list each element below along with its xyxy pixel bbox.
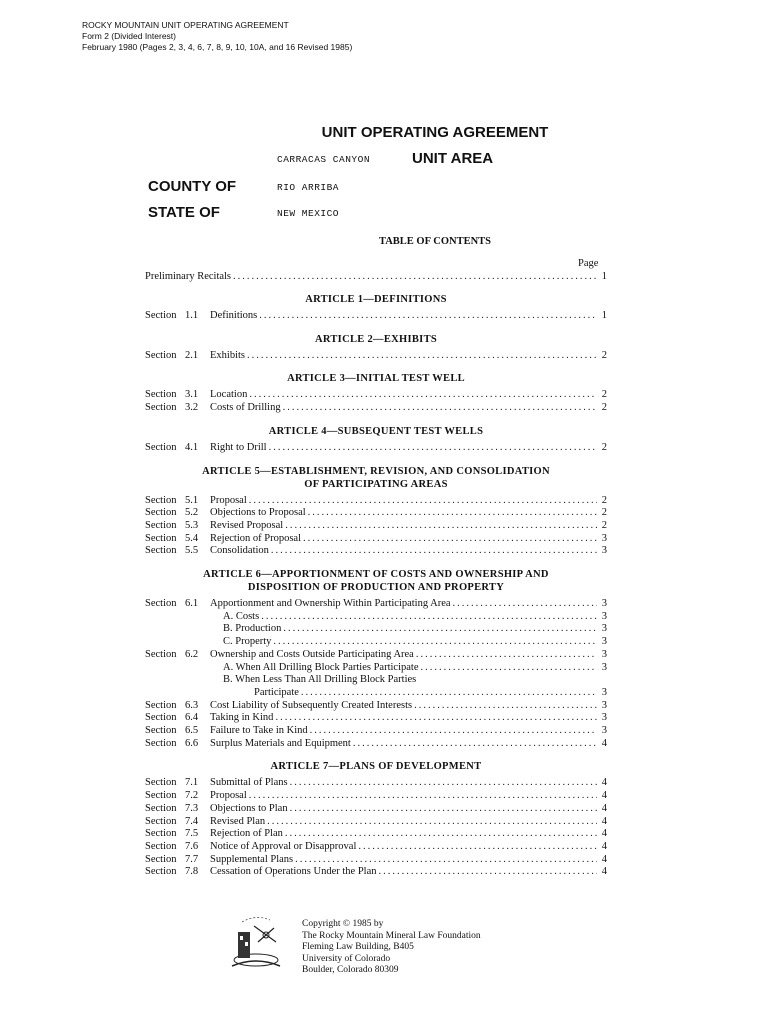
toc-entry-page: 4 <box>601 802 607 814</box>
toc-entry-page: 3 <box>601 610 607 622</box>
toc-entry-section: Section <box>145 349 177 361</box>
toc-entry-number: 4.1 <box>185 441 199 453</box>
toc-leader-dots <box>259 309 597 322</box>
toc-entry-title: Preliminary Recitals <box>145 271 232 282</box>
toc-entry-title: Taking in Kind <box>210 712 274 724</box>
toc-leader-dots <box>308 506 597 519</box>
toc-entry <box>145 661 607 674</box>
toc-entry-number: 6.4 <box>185 712 199 724</box>
copyright-line: The Rocky Mountain Mineral Law Foundation <box>302 930 481 941</box>
toc-entry-section: Section <box>145 310 177 321</box>
toc-entry-number: 6.5 <box>185 725 199 736</box>
unit-area-label: UNIT AREA <box>412 150 494 167</box>
toc-entry-number: 7.6 <box>185 840 199 852</box>
toc-entry-section: Section <box>145 545 177 557</box>
toc-entry-page: 4 <box>601 790 607 802</box>
toc-leader-dots <box>273 635 597 648</box>
toc-entry-page: 2 <box>601 519 607 531</box>
toc-entry <box>145 532 607 545</box>
toc-entry <box>145 506 607 519</box>
toc-article-heading: ARTICLE 1—DEFINITIONS <box>305 294 447 305</box>
toc-entry-number: 7.8 <box>185 866 199 878</box>
toc-leader-dots <box>310 724 597 737</box>
toc-entry-section: Section <box>145 853 177 865</box>
toc-entry-number: 5.2 <box>185 507 199 519</box>
toc-entry-page: 1 <box>601 271 607 282</box>
toc-leader-dots <box>275 711 597 724</box>
toc-entry-page: 3 <box>601 712 607 724</box>
toc-entry-number: 6.3 <box>185 699 199 711</box>
toc-entry-page: 4 <box>601 840 607 852</box>
toc-entry-page: 3 <box>601 686 607 698</box>
toc-leader-dots <box>353 737 597 750</box>
toc-entry-number: 5.4 <box>185 532 199 544</box>
toc-entry-page: 2 <box>601 349 607 361</box>
toc-entry <box>145 309 607 322</box>
toc-entry <box>145 388 607 401</box>
toc-entry-section: Section <box>145 507 177 519</box>
toc-entry-page: 1 <box>601 310 607 321</box>
toc-leader-dots <box>283 401 597 414</box>
toc-entry <box>145 737 607 750</box>
toc-entry-page: 3 <box>601 532 607 544</box>
toc-entry <box>145 349 607 362</box>
toc-entry-number: 7.7 <box>185 853 199 865</box>
toc-entry-title: Cost Liability of Subsequently Created Interests <box>210 699 413 711</box>
toc-leader-dots <box>283 622 597 635</box>
toc-entry <box>145 622 607 635</box>
toc-leader-dots <box>453 597 597 610</box>
toc-entry-title: Definitions <box>210 310 258 321</box>
toc-leader-dots <box>269 441 597 454</box>
toc-entry-section: Section <box>145 840 177 852</box>
toc-entry-number: 5.5 <box>185 545 199 557</box>
toc-entry-number: 5.1 <box>185 494 199 506</box>
toc-leader-dots <box>285 519 597 532</box>
toc-article-heading: ARTICLE 5—ESTABLISHMENT, REVISION, AND CONSOLIDATION <box>202 465 550 477</box>
toc-entry <box>145 699 607 712</box>
toc-leader-dots <box>416 648 597 661</box>
toc-entry-title: Location <box>210 389 248 401</box>
county-value: RIO ARRIBA <box>277 182 340 193</box>
copyright-line: Boulder, Colorado 80309 <box>302 965 399 975</box>
toc-entry <box>145 648 607 661</box>
toc-entry-page: 3 <box>601 623 607 635</box>
toc-entry-section: Section <box>145 494 177 506</box>
toc-leader-dots <box>295 853 597 866</box>
toc-entry <box>145 827 607 840</box>
toc-entry-title: B. Production <box>223 623 282 635</box>
toc-entry-section: Section <box>145 712 177 724</box>
toc-page-label: Page <box>578 258 599 269</box>
toc-entry-section: Section <box>145 598 177 609</box>
toc-entry <box>145 815 607 828</box>
toc-entry-title: Right to Drill <box>210 441 267 453</box>
toc-entry <box>145 789 607 802</box>
toc-entry-title: Notice of Approval or Disapproval <box>210 840 357 852</box>
toc-entry-title: Submittal of Plans <box>210 777 288 789</box>
toc-entry-page: 4 <box>601 866 607 878</box>
toc-entry-section: Section <box>145 699 177 711</box>
toc-title: TABLE OF CONTENTS <box>378 236 492 247</box>
toc-leader-dots <box>249 789 597 802</box>
header-line-3: February 1980 (Pages 2, 3, 4, 6, 7, 8, 9, 10, 10A, and 16 Revised 1985) <box>82 42 353 52</box>
toc-entry-section: Section <box>145 815 177 827</box>
toc-leader-dots <box>290 802 597 815</box>
toc-entry-page: 4 <box>601 815 607 827</box>
toc-entry-section: Section <box>145 389 177 401</box>
toc-entry-page: 3 <box>601 545 607 557</box>
copyright-line: University of Colorado <box>302 953 391 964</box>
toc-entry-section: Section <box>145 828 177 840</box>
toc-entry <box>145 544 607 557</box>
toc-entry-title: A. When All Drilling Block Parties Participate <box>223 661 419 673</box>
toc-entry <box>145 724 607 737</box>
toc-entry-title: Ownership and Costs Outside Participating Area <box>210 648 414 660</box>
toc-article-heading: ARTICLE 7—PLANS OF DEVELOPMENT <box>270 761 482 773</box>
toc-leader-dots <box>358 840 597 853</box>
toc-entry <box>145 673 607 686</box>
toc-entry <box>145 686 607 699</box>
toc-entry-section: Section <box>145 441 177 453</box>
toc-entry <box>145 494 607 507</box>
toc-entry-title: Revised Proposal <box>210 519 284 531</box>
toc-entry-number: 3.2 <box>185 402 199 414</box>
toc-entry-number: 7.5 <box>185 828 199 840</box>
toc-article-heading-cont: DISPOSITION OF PRODUCTION AND PROPERTY <box>247 582 505 593</box>
toc-entry-page: 2 <box>601 494 607 506</box>
copyright-block <box>302 919 481 977</box>
toc-entry-page: 3 <box>601 598 607 609</box>
toc-entry-number: 7.4 <box>185 815 199 827</box>
toc-entry-page: 2 <box>601 389 607 401</box>
toc-entry-number: 6.2 <box>185 648 199 660</box>
toc-leader-dots <box>301 686 597 699</box>
header-line-2: Form 2 (Divided Interest) <box>82 31 176 41</box>
toc-entry-page: 3 <box>601 661 607 673</box>
document-title: UNIT OPERATING AGREEMENT <box>321 124 549 141</box>
toc-entry-page: 3 <box>601 699 607 711</box>
toc-leader-dots <box>249 494 597 507</box>
toc-entry-number: 5.3 <box>185 519 199 531</box>
toc-entry-title: Proposal <box>210 494 247 506</box>
toc-entry-page: 4 <box>601 777 607 789</box>
toc-entry-page: 4 <box>601 737 607 749</box>
toc-entry <box>145 865 607 878</box>
toc-article-heading: ARTICLE 3—INITIAL TEST WELL <box>287 373 465 385</box>
county-label: COUNTY OF <box>148 178 237 195</box>
unit-area-name: CARRACAS CANYON <box>277 154 371 165</box>
toc-entry-page: 3 <box>601 636 607 648</box>
state-value: NEW MEXICO <box>277 208 340 219</box>
toc-entry-page: 4 <box>601 828 607 840</box>
toc-entry-title: Supplemental Plans <box>210 853 294 865</box>
toc-entry-number: 7.2 <box>185 790 199 802</box>
toc-entry-section: Section <box>145 519 177 531</box>
document-header <box>82 20 352 53</box>
toc-entry-section: Section <box>145 866 177 878</box>
toc-entry-section: Section <box>145 790 177 802</box>
toc-entry-number: 6.6 <box>185 737 199 749</box>
toc-leader-dots <box>249 388 597 401</box>
toc-entry <box>145 519 607 532</box>
toc-entry-section: Section <box>145 648 177 660</box>
toc-entry-number: 1.1 <box>185 310 199 321</box>
toc-leader-dots <box>247 349 597 362</box>
toc-entry-page: 2 <box>601 441 607 453</box>
toc-entry-page: 3 <box>601 725 607 736</box>
toc-leader-dots <box>261 610 597 623</box>
toc-entry-title: Proposal <box>210 790 247 802</box>
toc-leader-dots <box>414 699 597 712</box>
toc-entry-number: 7.1 <box>185 777 199 789</box>
toc-article-heading-cont: OF PARTICIPATING AREAS <box>304 478 448 490</box>
toc-entry-title: Participate <box>254 686 299 698</box>
toc-leader-dots <box>379 865 597 878</box>
toc-article-heading: ARTICLE 4—SUBSEQUENT TEST WELLS <box>268 425 484 437</box>
toc-entry-number: 6.1 <box>185 598 199 609</box>
toc-entry-number: 2.1 <box>185 349 199 361</box>
toc-entry-number: 7.3 <box>185 802 199 814</box>
toc-leader-dots <box>303 532 597 545</box>
toc-leader-dots <box>420 661 597 674</box>
toc-entry <box>145 853 607 866</box>
toc-entry <box>145 441 607 454</box>
toc-entry-title: Surplus Materials and Equipment <box>210 737 351 749</box>
toc-entry-title: A. Costs <box>223 610 260 622</box>
toc-entry <box>145 802 607 815</box>
toc-entry-title: C. Property <box>223 636 272 648</box>
toc-entry-title: Apportionment and Ownership Within Participating Area <box>210 598 451 609</box>
toc-entry-title: Rejection of Plan <box>210 828 283 840</box>
toc-entry-title: B. When Less Than All Drilling Block Parties <box>223 674 417 686</box>
copyright-line: Fleming Law Building, B405 <box>302 942 414 952</box>
toc-entry-page: 2 <box>601 507 607 519</box>
toc-entry-title: Revised Plan <box>210 815 266 827</box>
toc-entry-title: Consolidation <box>210 545 269 557</box>
toc-entry-section: Section <box>145 725 177 736</box>
toc-entry-section: Section <box>145 532 177 544</box>
toc-entry-title: Cessation of Operations Under the Plan <box>210 866 377 878</box>
toc-entry-title: Costs of Drilling <box>210 402 281 414</box>
toc-entry <box>145 711 607 724</box>
toc-entry <box>145 635 607 648</box>
toc-entry-preliminary <box>145 270 607 283</box>
header-line-1: ROCKY MOUNTAIN UNIT OPERATING AGREEMENT <box>82 20 289 30</box>
toc-article-heading: ARTICLE 2—EXHIBITS <box>314 333 438 345</box>
copyright-line: Copyright © 1985 by <box>302 919 384 929</box>
toc-leader-dots <box>290 776 597 789</box>
toc-entry-title: Failure to Take in Kind <box>210 725 308 736</box>
toc-entry <box>145 597 607 610</box>
toc-entry-page: 4 <box>601 853 607 865</box>
toc-entry <box>145 401 607 414</box>
toc-entry <box>145 840 607 853</box>
state-label: STATE OF <box>148 204 220 221</box>
toc-entry-section: Section <box>145 777 177 789</box>
toc-leader-dots <box>271 544 597 557</box>
toc-entry-title: Rejection of Proposal <box>210 532 301 544</box>
toc-entry <box>145 776 607 789</box>
toc-leader-dots <box>285 827 597 840</box>
toc-entry-page: 3 <box>601 648 607 660</box>
toc-entry-title: Exhibits <box>210 349 246 361</box>
toc-entry-title: Objections to Plan <box>210 802 288 814</box>
foundation-seal-icon <box>228 912 284 974</box>
toc-leader-dots <box>233 270 597 283</box>
toc-entry-number: 3.1 <box>185 389 199 401</box>
toc-entry-page: 2 <box>601 402 607 414</box>
toc-entry-section: Section <box>145 802 177 814</box>
toc-entry-section: Section <box>145 737 177 749</box>
toc-leader-dots <box>267 815 597 828</box>
toc-entry-title: Objections to Proposal <box>210 507 306 519</box>
toc-entry-section: Section <box>145 402 177 414</box>
toc-entry <box>145 610 607 623</box>
toc-article-heading: ARTICLE 6—APPORTIONMENT OF COSTS AND OWNERSHIP AND <box>203 569 549 580</box>
